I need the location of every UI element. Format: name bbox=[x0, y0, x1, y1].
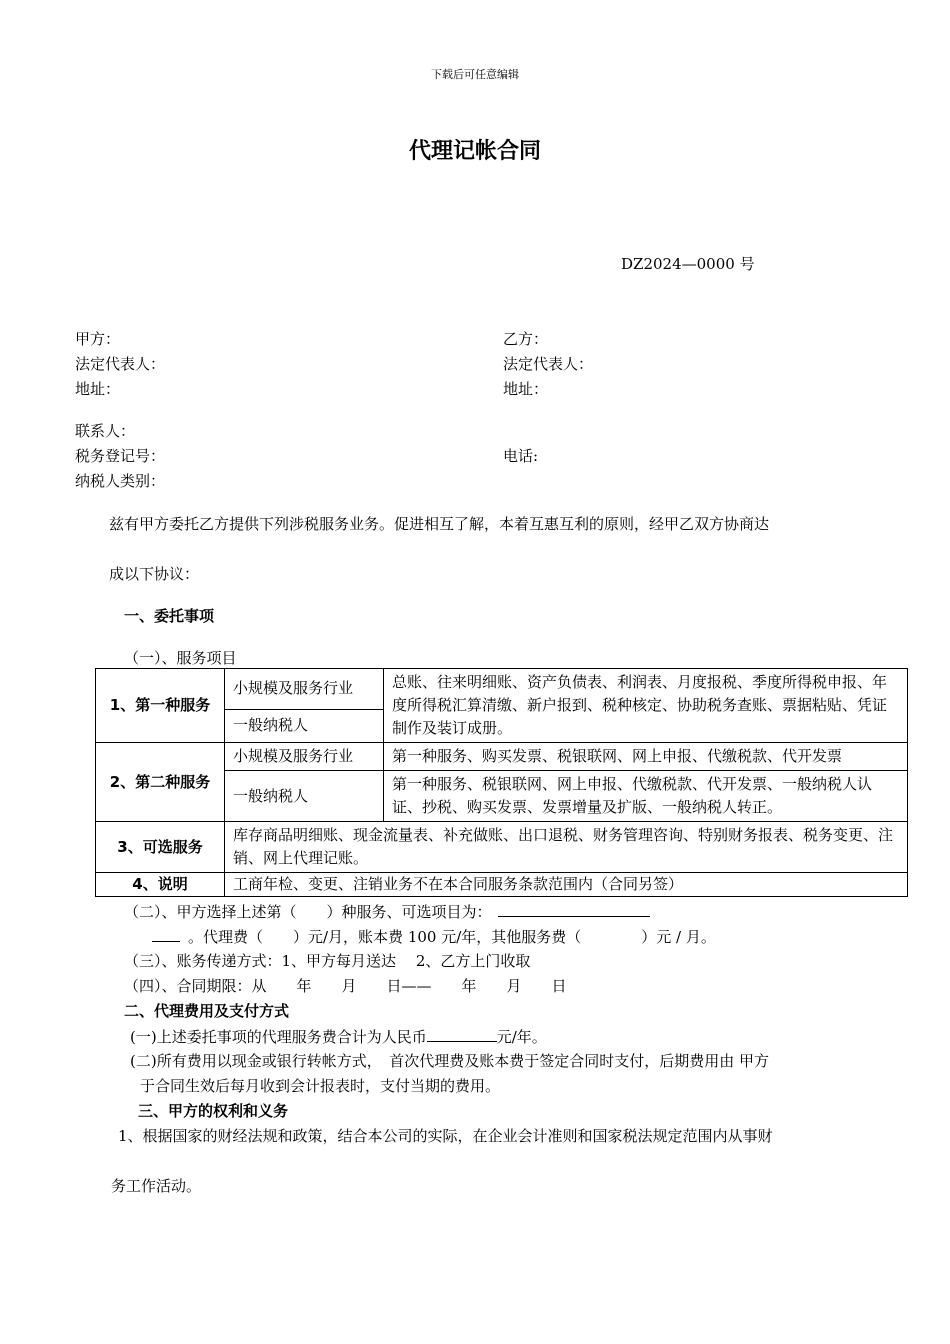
intro-line-2: 成以下协议： bbox=[109, 565, 200, 583]
row3-header: 3、可选服务 bbox=[96, 822, 225, 873]
section-2-title: 二、代理费用及支付方式 bbox=[124, 1002, 290, 1020]
contract-number: DZ2024—0000 号 bbox=[621, 255, 755, 273]
s2-item-2-line-2: 于合同生效后每月收到会计报表时，支付当期的费用。 bbox=[140, 1077, 501, 1095]
row2-type-general: 一般纳税人 bbox=[225, 771, 384, 822]
party-b-label: 乙方： bbox=[503, 330, 549, 348]
service-table bbox=[95, 668, 908, 897]
party-b-phone-label: 电话: bbox=[503, 447, 539, 465]
party-a-label: 甲方： bbox=[75, 330, 121, 348]
row4-header: 4、说明 bbox=[96, 873, 225, 897]
table-row bbox=[96, 743, 908, 771]
row1-type-small: 小规模及服务行业 bbox=[225, 669, 384, 710]
row2-header: 2、第二种服务 bbox=[96, 743, 225, 822]
row4-description: 工商年检、变更、注销业务不在本合同服务条款范围内（合同另签） bbox=[225, 873, 908, 897]
row3-description: 库存商品明细账、现金流量表、补充做账、出口退税、财务管理咨询、特别财务报表、税务变更、注销、网上代理记账。 bbox=[225, 822, 908, 873]
fee-line bbox=[152, 925, 716, 947]
party-a-taxpayer-type-label: 纳税人类别： bbox=[75, 472, 166, 490]
table-row bbox=[96, 873, 908, 897]
row1-header: 1、第一种服务 bbox=[96, 669, 225, 743]
party-b-rep-label: 法定代表人： bbox=[503, 355, 594, 373]
table-row bbox=[96, 822, 908, 873]
sub-4-text: （四）、合同期限：从 年 月 日—— 年 月 日 bbox=[124, 977, 567, 995]
row1-description: 总账、往来明细账、资产负债表、利润表、月度报税、季度所得税申报、年度所得税汇算清缴、新户报到、税种核定、协助税务查账、票据粘贴、凭证制作及装订成册。 bbox=[384, 669, 908, 743]
row2-type-small: 小规模及服务行业 bbox=[225, 743, 384, 771]
sub-1-title: （一）、服务项目 bbox=[124, 649, 237, 667]
party-a-contact-label: 联系人： bbox=[75, 422, 136, 440]
table-row bbox=[96, 669, 908, 710]
optional-items-blank[interactable] bbox=[498, 900, 650, 917]
s3-item-1-line-2: 务工作活动。 bbox=[111, 1177, 202, 1195]
row1-type-general: 一般纳税人 bbox=[225, 709, 384, 742]
total-fee-blank[interactable] bbox=[427, 1025, 497, 1042]
s2-item-1-post: 元/年。 bbox=[496, 1028, 547, 1046]
sub-3-text: （三）、账务传递方式：1、甲方每月送达 2、乙方上门收取 bbox=[124, 952, 531, 970]
fee-text: 。代理费（ ）元/月，账本费 100 元/年，其他服务费（ ）元 / 月。 bbox=[188, 928, 716, 946]
s3-item-1-line-1: 1、根据国家的财经法规和政策，结合本公司的实际，在企业会计准则和国家税法规定范围内从事财 bbox=[118, 1127, 773, 1145]
party-a-address-label: 地址： bbox=[75, 380, 121, 398]
party-a-rep-label: 法定代表人： bbox=[75, 355, 166, 373]
document-title: 代理记帐合同 bbox=[408, 139, 541, 164]
sub-2-label: （二）、甲方选择上述第（ ）种服务、可选项目为： bbox=[124, 903, 492, 921]
service-no-blank[interactable] bbox=[152, 925, 180, 942]
sub-2-text bbox=[124, 900, 650, 922]
section-1-title: 一、委托事项 bbox=[124, 607, 215, 625]
section-3-title: 三、甲方的权利和义务 bbox=[138, 1102, 289, 1120]
row2-small-description: 第一种服务、购买发票、税银联网、网上申报、代缴税款、代开发票 bbox=[384, 743, 908, 771]
header-note: 下载后可任意编辑 bbox=[431, 68, 519, 81]
s2-item-1-pre: (一)上述委托事项的代理服务费合计为人民币 bbox=[130, 1028, 427, 1046]
party-b-address-label: 地址： bbox=[503, 380, 549, 398]
s2-item-2-line-1: (二)所有费用以现金或银行转帐方式， 首次代理费及账本费于签定合同时支付，后期费用由 甲方 bbox=[130, 1052, 769, 1070]
party-a-tax-reg-label: 税务登记号： bbox=[75, 447, 166, 465]
row2-general-description: 第一种服务、税银联网、网上申报、代缴税款、代开发票、一般纳税人认证、抄税、购买发票、发票增量及扩版、一般纳税人转正。 bbox=[384, 771, 908, 822]
intro-line-1: 兹有甲方委托乙方提供下列涉税服务业务。促进相互了解，本着互惠互利的原则，经甲乙双方协商达 bbox=[109, 515, 770, 533]
s2-item-1 bbox=[130, 1025, 547, 1047]
